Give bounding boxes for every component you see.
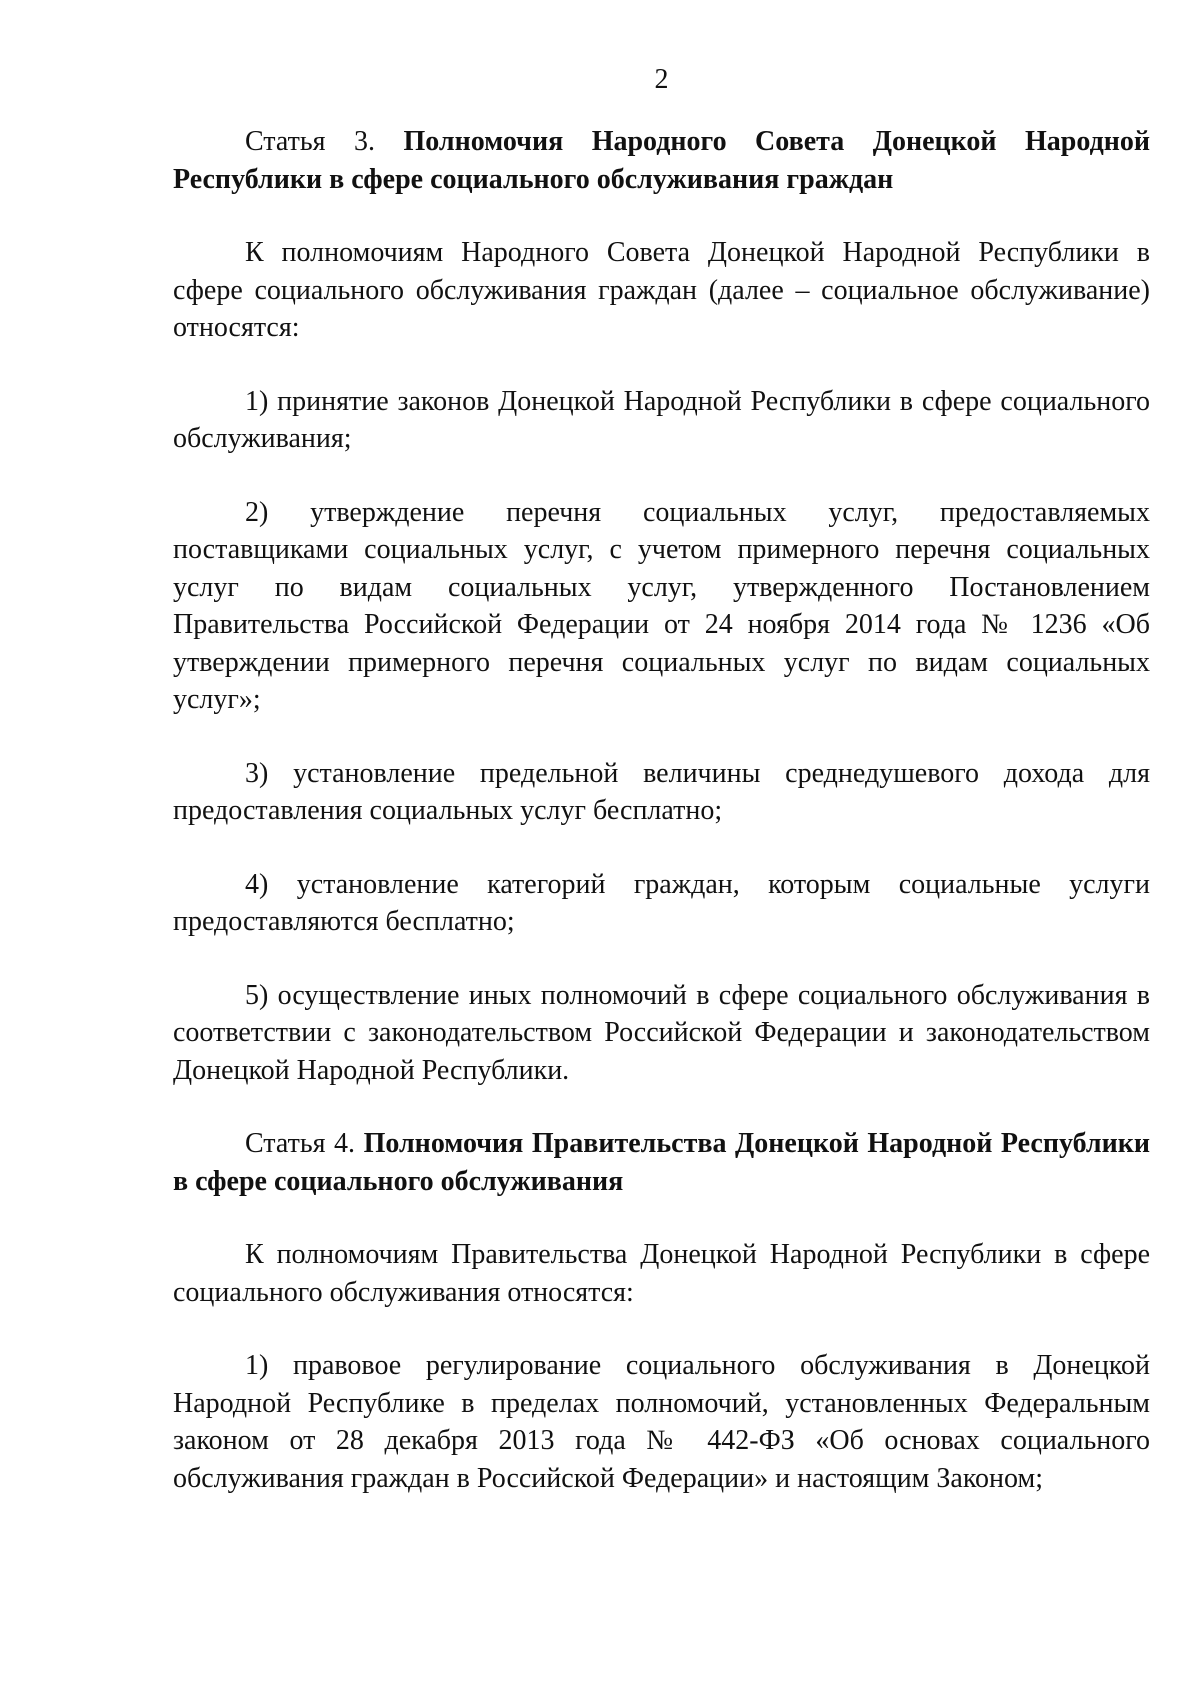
article-3-intro: К полномочиям Народного Совета Донецкой Народной Республики в сфере социального обслуживания граждан (далее – социальное обслуживание) относятся:: [173, 237, 1150, 343]
article-4-heading: [173, 1125, 1150, 1200]
page-number: 2: [654, 64, 669, 95]
document-page: [173, 60, 1150, 1533]
article-3-item-5: 5) осуществление иных полномочий в сфере социального обслуживания в соответствии с законодательством Российской Федерации и законодательством Донецкой Народной Республики.: [173, 979, 1150, 1086]
article-3-item-4: 4) установление категорий граждан, которым социальные услуги предоставляются бесплатно;: [173, 868, 1150, 937]
article-4-title: Полномочия Правительства Донецкой Народной Республики в сфере социального обслуживания: [173, 1128, 1151, 1197]
article-3-item-1: 1) принятие законов Донецкой Народной Республики в сфере социального обслуживания;: [173, 385, 1150, 454]
article-3-heading: [173, 123, 1150, 198]
article-3-title: Полномочия Народного Совета Донецкой Народной Республики в сфере социального обслуживания граждан: [173, 126, 1151, 195]
article-4-label: Статья 4.: [245, 1128, 356, 1159]
article-3-label: Статья 3.: [245, 126, 375, 157]
article-3-item-2: 2) утверждение перечня социальных услуг, предоставляемых поставщиками социальных услуг, с учетом примерного перечня социальных услуг по видам социальных услуг, утвержденного Постановлением Правительства Российской Федерации от 24 ноября 2014 года № 1236 «Об утверждении примерного перечня социальных услуг по видам социальных услуг»;: [173, 496, 1150, 715]
article-4-intro: К полномочиям Правительства Донецкой Народной Республики в сфере социального обслуживания относятся:: [173, 1239, 1150, 1308]
article-3-item-3: 3) установление предельной величины среднедушевого дохода для предоставления социальных услуг бесплатно;: [173, 757, 1150, 826]
article-4-item-1: 1) правовое регулирование социального обслуживания в Донецкой Народной Республике в пределах полномочий, установленных Федеральным законом от 28 декабря 2013 года № 442-ФЗ «Об основах социального обслуживания граждан в Российской Федерации» и настоящим Законом;: [173, 1350, 1150, 1494]
